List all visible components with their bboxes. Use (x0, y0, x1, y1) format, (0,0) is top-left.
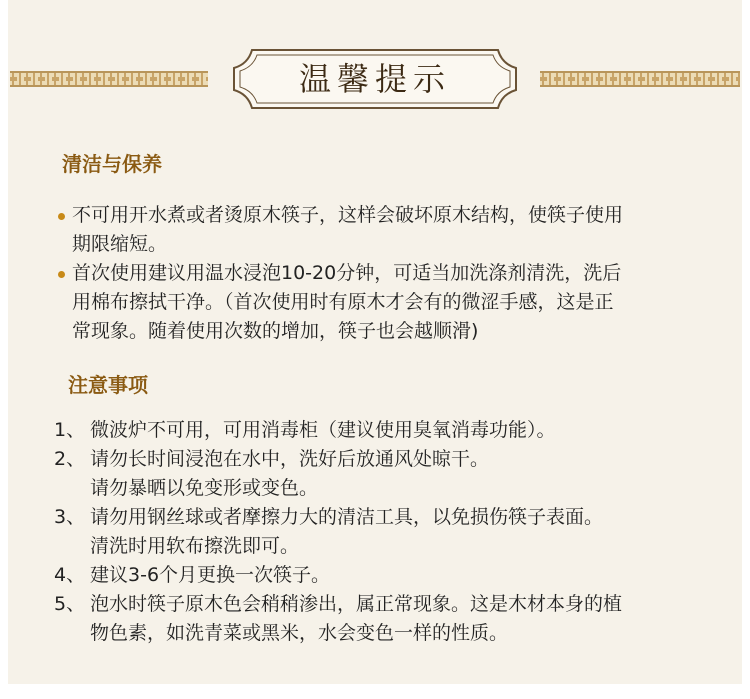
ornament-border-right (540, 71, 740, 87)
title-plaque (230, 46, 520, 112)
list-item-number: 1、 (54, 419, 86, 441)
list-item-line: 请勿用钢丝球或者摩擦力大的清洁工具，以免损伤筷子表面。 (90, 506, 604, 528)
bullet-dot-icon (58, 213, 65, 220)
ornament-border-left (10, 71, 208, 87)
list-item-line: 请勿暴晒以免变形或变色。 (90, 477, 319, 499)
section-title-cleaning: 清洁与保养 (62, 152, 162, 176)
list-item (54, 416, 744, 445)
list-item-line: 常现象。随着使用次数的增加，筷子也会越顺滑) (72, 320, 479, 342)
content-panel (8, 0, 742, 684)
header-band (8, 46, 742, 112)
list-item-line: 建议3-6个月更换一次筷子。 (90, 564, 331, 586)
list-item (58, 201, 738, 259)
list-item-line: 首次使用建议用温水浸泡10-20分钟，可适当加洗涤剂清洗，洗后 (72, 262, 622, 284)
bullet-dot-icon (58, 271, 65, 278)
list-item-line: 期限缩短。 (72, 233, 168, 255)
list-item-number: 5、 (54, 593, 86, 615)
list-item-number: 3、 (54, 506, 86, 528)
list-item-number: 4、 (54, 564, 86, 586)
list-item (54, 503, 744, 561)
list-item-number: 2、 (54, 448, 86, 470)
list-item-line: 微波炉不可用，可用消毒柜（建议使用臭氧消毒功能）。 (90, 419, 556, 441)
list-item-line: 用棉布擦拭干净。（首次使用时有原木才会有的微涩手感，这是正 (72, 291, 614, 313)
cleaning-list (58, 201, 738, 346)
list-item-line: 清洗时用软布擦洗即可。 (90, 535, 300, 557)
list-item-line: 不可用开水煮或者烫原木筷子，这样会破坏原木结构，使筷子使用 (72, 204, 624, 226)
page-title: 温馨提示 (298, 60, 451, 98)
list-item-line: 物色素，如洗青菜或黑米，水会变色一样的性质。 (90, 622, 509, 644)
list-item-line: 请勿长时间浸泡在水中，洗好后放通风处晾干。 (90, 448, 490, 470)
list-item (58, 259, 738, 346)
section-title-notes: 注意事项 (68, 373, 148, 397)
notes-list (54, 416, 744, 648)
list-item (54, 445, 744, 503)
list-item (54, 561, 744, 590)
list-item (54, 590, 744, 648)
list-item-line: 泡水时筷子原木色会稍稍渗出，属正常现象。这是木材本身的植 (90, 593, 623, 615)
